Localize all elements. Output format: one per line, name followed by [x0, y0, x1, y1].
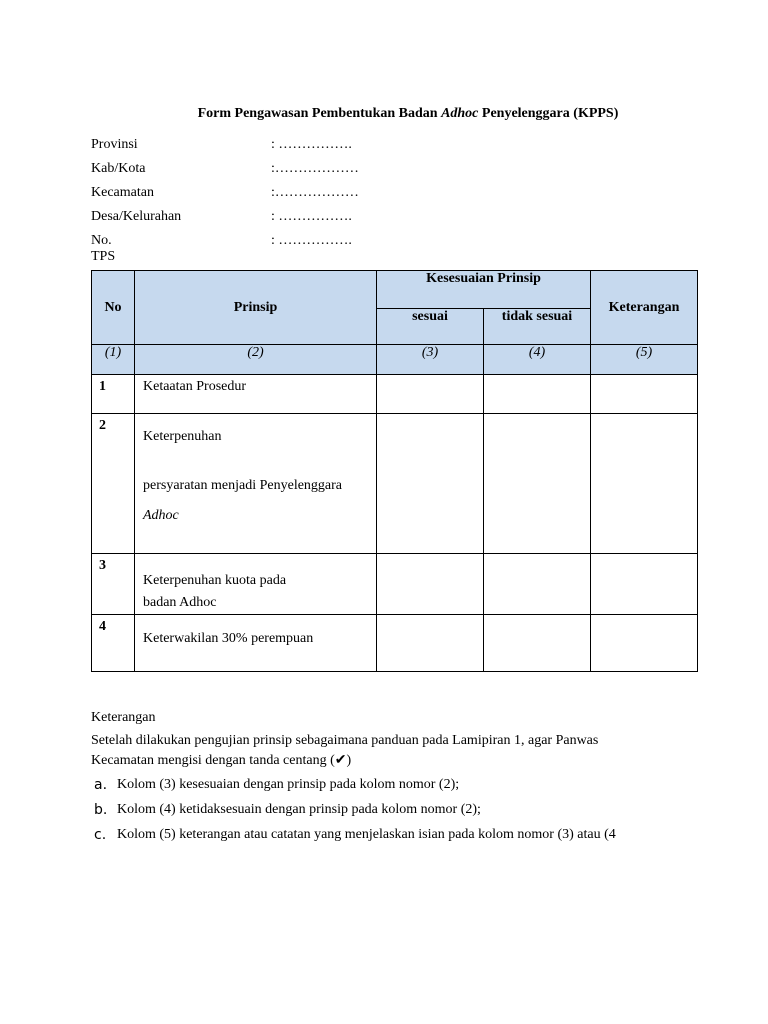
list-item: [91, 825, 691, 850]
col-number: (2): [135, 345, 377, 375]
row-number: 3: [92, 554, 135, 615]
keterangan-body-line: Kecamatan mengisi dengan tanda centang (✔): [91, 753, 352, 768]
field-label: Desa/Kelurahan: [91, 209, 182, 224]
prinsip-cell: [135, 615, 377, 672]
prinsip-cell: [135, 375, 377, 414]
form-title-italic: Adhoc: [441, 106, 479, 121]
keterangan-body-line: Setelah dilakukan pengujian prinsip sebagaimana panduan pada Lamipiran 1, agar Panwas: [91, 733, 599, 748]
field-value: :………………: [271, 185, 359, 200]
column-number-row: [92, 345, 698, 375]
keterangan-cell[interactable]: [591, 554, 698, 615]
tidak-sesuai-cell[interactable]: [484, 414, 591, 554]
principle-table: [91, 270, 698, 672]
field-value: : …………….: [271, 233, 352, 248]
list-text: Kolom (4) ketidaksesuain dengan prinsip pada kolom nomor (2);: [117, 802, 481, 817]
keterangan-list: [91, 775, 691, 850]
keterangan-section: [91, 710, 691, 850]
list-marker: c.: [94, 827, 107, 843]
list-marker: a.: [94, 777, 108, 793]
table-row: [92, 414, 698, 554]
col-number: (5): [591, 345, 698, 375]
list-item: [91, 800, 691, 825]
prinsip-text: Ketaatan Prosedur: [143, 379, 247, 394]
keterangan-body: [91, 731, 691, 771]
header-prinsip: Prinsip: [135, 271, 377, 345]
keterangan-cell[interactable]: [591, 615, 698, 672]
list-text: Kolom (5) keterangan atau catatan yang menjelaskan isian pada kolom nomor (3) atau (4: [117, 827, 616, 842]
list-marker: b.: [94, 802, 108, 818]
tidak-sesuai-cell[interactable]: [484, 554, 591, 615]
tidak-sesuai-cell[interactable]: [484, 615, 591, 672]
row-number: 1: [92, 375, 135, 414]
keterangan-cell[interactable]: [591, 375, 698, 414]
table-row: [92, 375, 698, 414]
col-number: (4): [484, 345, 591, 375]
prinsip-text: badan Adhoc: [143, 595, 217, 610]
tidak-sesuai-cell[interactable]: [484, 375, 591, 414]
form-title-part2: Penyelenggara (KPPS): [478, 106, 619, 121]
list-item: [91, 775, 691, 800]
header-no: No: [92, 271, 135, 345]
header-tidak-sesuai: tidak sesuai: [484, 309, 591, 345]
prinsip-cell: [135, 554, 377, 615]
col-number: (1): [92, 345, 135, 375]
header-kesesuaian: Kesesuaian Prinsip: [377, 271, 591, 309]
form-title-part1: Form Pengawasan Pembentukan Badan: [197, 106, 442, 121]
header-keterangan: Keterangan: [591, 271, 698, 345]
prinsip-text: Keterpenuhan: [143, 429, 222, 444]
table-row: [92, 554, 698, 615]
field-value: :………………: [271, 161, 359, 176]
field-label: Provinsi: [91, 137, 138, 152]
form-title: [0, 106, 768, 122]
keterangan-cell[interactable]: [591, 414, 698, 554]
sesuai-cell[interactable]: [377, 554, 484, 615]
prinsip-cell: [135, 414, 377, 554]
list-text: Kolom (3) kesesuaian dengan prinsip pada kolom nomor (2);: [117, 777, 460, 792]
field-value: : …………….: [271, 137, 352, 152]
field-label: Kecamatan: [91, 185, 154, 200]
row-number: 2: [92, 414, 135, 554]
header-sesuai: sesuai: [377, 309, 484, 345]
prinsip-text: Keterpenuhan kuota pada: [143, 573, 287, 588]
prinsip-text: Keterwakilan 30% perempuan: [143, 631, 314, 646]
keterangan-heading: Keterangan: [91, 710, 156, 725]
prinsip-text-italic: Adhoc: [143, 508, 179, 523]
col-number: (3): [377, 345, 484, 375]
field-value: : …………….: [271, 209, 352, 224]
sesuai-cell[interactable]: [377, 414, 484, 554]
row-number: 4: [92, 615, 135, 672]
sesuai-cell[interactable]: [377, 615, 484, 672]
sesuai-cell[interactable]: [377, 375, 484, 414]
prinsip-text: persyaratan menjadi Penyelenggara: [143, 478, 343, 493]
table-row: [92, 615, 698, 672]
field-label: Kab/Kota: [91, 161, 146, 176]
field-label: No. TPS: [91, 233, 116, 264]
